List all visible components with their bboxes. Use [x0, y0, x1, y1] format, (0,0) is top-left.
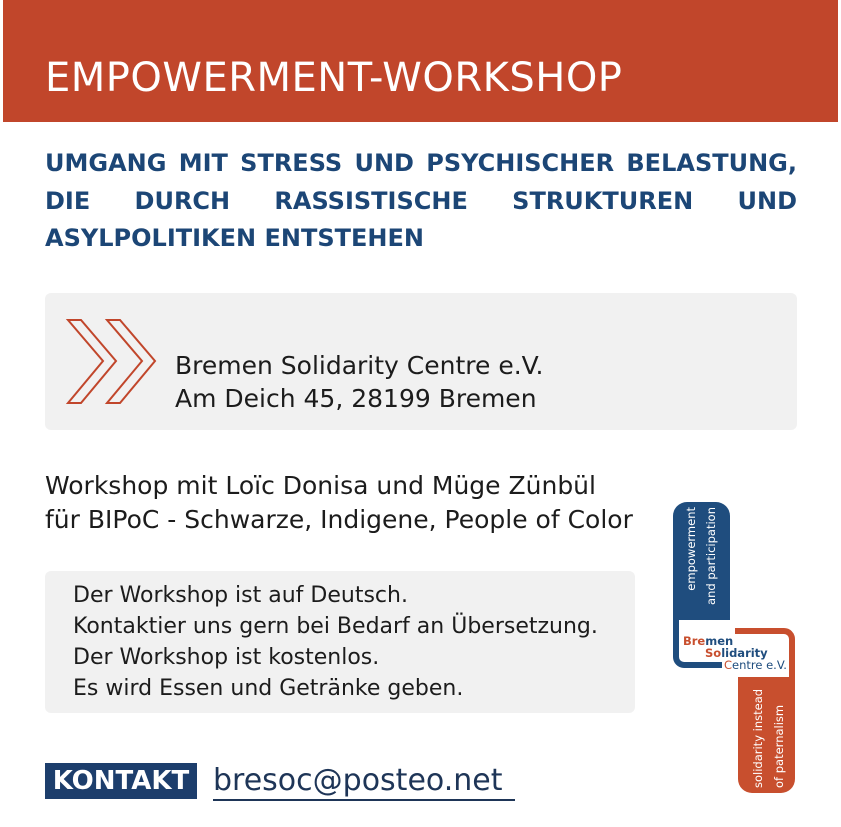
info-list — [73, 580, 598, 704]
logo-wordmark-accent: C — [724, 658, 733, 672]
subtitle-line: DIE DURCH RASSISTISCHE STRUKTUREN UND — [45, 186, 797, 215]
logo-wordmark-rest: lidarity — [721, 646, 768, 660]
logo-orange-tab — [738, 677, 795, 793]
venue-panel — [45, 293, 797, 430]
info-line: Der Workshop ist kostenlos. — [73, 645, 380, 670]
venue-address: Am Deich 45, 28199 Bremen — [175, 384, 537, 413]
audience-line: für BIPoC - Schwarze, Indigene, People of Color — [45, 505, 633, 534]
venue-name: Bremen Solidarity Centre e.V. — [175, 351, 544, 380]
organization-logo — [660, 495, 805, 800]
logo-wordmark-accent: Bre — [683, 634, 706, 648]
info-line: Kontaktier uns gern bei Bedarf an Übersetzung. — [73, 614, 598, 639]
contact-email-link[interactable]: bresoc@posteo.net — [213, 763, 515, 801]
venue-details — [175, 349, 544, 415]
subtitle-line: UMGANG MIT STRESS UND PSYCHISCHER BELASTUNG, — [45, 149, 797, 177]
logo-tagline-bottom: solidarity instead — [751, 688, 765, 788]
info-line: Der Workshop ist auf Deutsch. — [73, 583, 408, 608]
chevron-outline-right — [107, 320, 155, 403]
logo-wordmark-centre — [724, 658, 787, 672]
contact-label: KONTAKT — [45, 763, 197, 799]
subtitle-line: ASYLPOLITIKEN ENTSTEHEN — [45, 224, 424, 252]
logo-tagline-top: empowerment — [684, 507, 698, 591]
logo-wordmark-accent: So — [705, 646, 722, 660]
workshop-subtitle — [45, 145, 797, 258]
workshop-title: EMPOWERMENT-WORKSHOP — [45, 55, 623, 101]
logo-wordmark-rest: entre e.V. — [732, 658, 787, 672]
logo-tagline-top: and participation — [704, 507, 718, 605]
info-line: Es wird Essen und Getränke geben. — [73, 676, 464, 701]
logo-tagline-bottom: of paternalism — [772, 704, 786, 788]
facilitators-text — [45, 469, 633, 537]
logo-blue-tab — [673, 502, 730, 620]
chevron-outline-left — [68, 320, 116, 403]
logo-wordmark-rest: men — [705, 634, 734, 648]
info-panel — [45, 571, 635, 713]
facilitators-line: Workshop mit Loïc Donisa und Müge Zünbül — [45, 471, 596, 500]
double-chevron-right-icon — [62, 314, 162, 409]
